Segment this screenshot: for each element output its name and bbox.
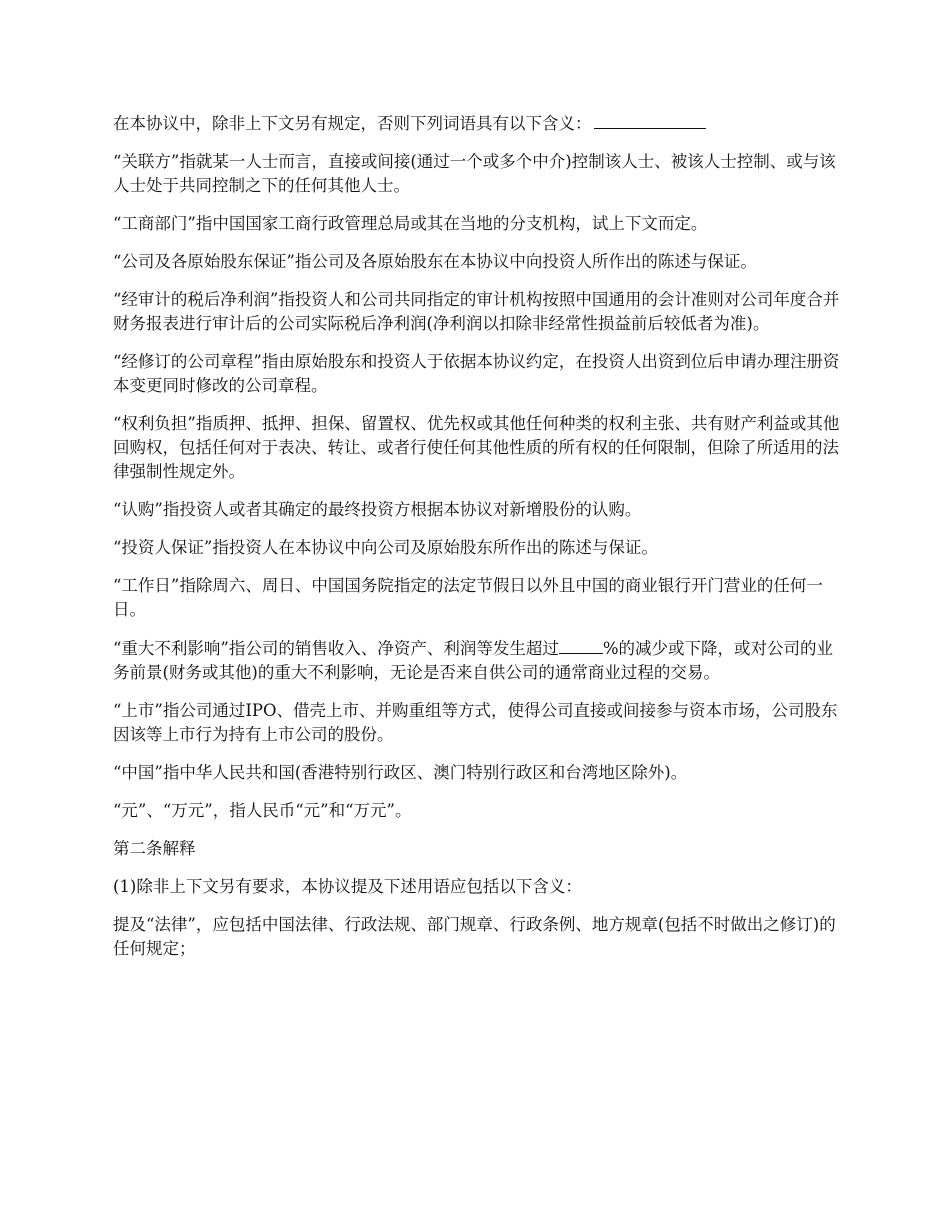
article-heading: 第二条解释 <box>113 839 196 858</box>
definition-paragraph: “经修订的公司章程”指由原始股东和投资人于依据本协议约定，在投资人出资到位后申请办理注册资本变更同时修改的公司章程。 <box>113 352 840 395</box>
definition-paragraph: “公司及各原始股东保证”指公司及各原始股东在本协议中向投资人所作出的陈述与保证。 <box>113 252 757 271</box>
definition-paragraph: “权利负担”指质押、抵押、担保、留置权、优先权或其他任何种类的权利主张、共有财产利益或其他回购权，包括任何对于表决、转让、或者行使任何其他性质的所有权的任何限制，但除了所适用的法律强制性规定外。 <box>113 414 840 481</box>
definition-paragraph: “关联方”指就某一人士而言，直接或间接(通过一个或多个中介)控制该人士、被该人士控制、或与该人士处于共同控制之下的任何其他人士。 <box>113 152 836 195</box>
definition-paragraph: “上市”指公司通过IPO、借壳上市、并购重组等方式，使得公司直接或间接参与资本市场，公司股东因该等上市行为持有上市公司的股份。 <box>113 701 838 744</box>
definition-paragraph: “投资人保证”指投资人在本协议中向公司及原始股东所作出的陈述与保证。 <box>113 538 658 557</box>
document-body <box>113 111 848 975</box>
percent-blank <box>559 636 603 654</box>
definition-paragraph: “元”、“万元”，指人民币“元”和“万元”。 <box>113 801 412 820</box>
definition-paragraph: “中国”指中华人民共和国(香港特别行政区、澳门特别行政区和台湾地区除外)。 <box>113 763 688 782</box>
blank-line <box>594 111 706 129</box>
mac-text-after: %的减少或下降，或对公司的业务前景(财务或其他)的重大不利影响，无论是否来自供公司的通常商业过程的交易。 <box>113 639 834 682</box>
clause-paragraph: (1)除非上下文另有要求，本协议提及下述用语应包括以下含义： <box>113 877 582 896</box>
definition-paragraph: “经审计的税后净利润”指投资人和公司共同指定的审计机构按照中国通用的会计准则对公司年度合并财务报表进行审计后的公司实际税后净利润(净利润以扣除非经常性损益前后较低者为准)。 <box>113 290 840 333</box>
definition-paragraph: “工作日”指除周六、周日、中国国务院指定的法定节假日以外且中国的商业银行开门营业的任何一日。 <box>113 576 823 619</box>
definition-paragraph: “工商部门”指中国国家工商行政管理总局或其在当地的分支机构，试上下文而定。 <box>113 214 708 233</box>
intro-text: 在本协议中，除非上下文另有规定，否则下列词语具有以下含义： <box>113 114 592 133</box>
intro-paragraph <box>113 111 848 136</box>
mac-text-before: “重大不利影响”指公司的销售收入、净资产、利润等发生超过 <box>113 639 559 658</box>
mac-definition-paragraph <box>113 636 848 685</box>
law-definition-paragraph: 提及“法律”，应包括中国法律、行政法规、部门规章、行政条例、地方规章(包括不时做出之修订)的任何规定； <box>113 915 836 958</box>
definition-paragraph: “认购”指投资人或者其确定的最终投资方根据本协议对新增股份的认购。 <box>113 500 642 519</box>
